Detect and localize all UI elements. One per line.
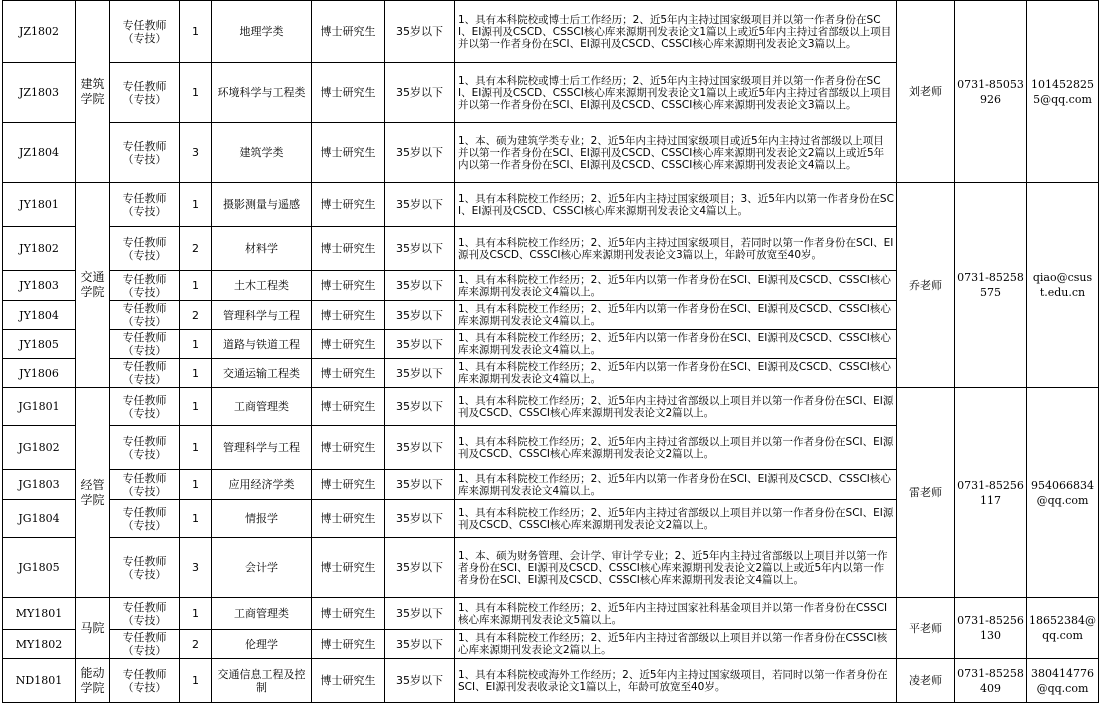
table-row [3,598,1099,630]
age-cell: 35岁以下 [385,63,455,123]
requirements-cell: 1、具有本科院校工作经历；2、近5年内主持过国家社科基金项目并以第一作者身份在CSSCI核心库来源期刊发表论文5篇以上。 [455,598,897,630]
age-cell: 35岁以下 [385,659,455,703]
headcount-cell: 1 [180,500,212,538]
post-code-cell: JY1805 [3,330,76,359]
post-code-cell: MY1801 [3,598,76,630]
post-code-cell: JG1805 [3,538,76,598]
degree-cell: 博士研究生 [312,123,385,183]
department-cell: 建筑学院 [76,1,110,183]
table-row [3,388,1099,426]
requirements-cell: 1、具有本科院校工作经历；2、近5年内主持过省部级以上项目并以第一作者身份在SCI、EI源刊及CSCD、CSSCI核心库来源期刊发表论文2篇以上。 [455,426,897,470]
phone-cell: 0731-85258409 [955,659,1027,703]
post-code-cell: JZ1803 [3,63,76,123]
requirements-cell: 1、具有本科院校工作经历；2、近5年内以第一作者身份在SCI、EI源刊及CSCD、CSSCI核心库来源期刊发表论文4篇以上。 [455,330,897,359]
post-type-cell: 专任教师（专技） [110,598,180,630]
post-type-cell: 专任教师（专技） [110,359,180,388]
age-cell: 35岁以下 [385,426,455,470]
degree-cell: 博士研究生 [312,598,385,630]
age-cell: 35岁以下 [385,227,455,271]
post-type-cell: 专任教师（专技） [110,470,180,500]
degree-cell: 博士研究生 [312,63,385,123]
age-cell: 35岁以下 [385,1,455,63]
major-cell: 交通运输工程类 [212,359,312,388]
requirements-cell: 1、具有本科院校工作经历；2、近5年内以第一作者身份在SCI、EI源刊及CSCD、CSSCI核心库来源期刊发表论文4篇以上。 [455,470,897,500]
degree-cell: 博士研究生 [312,359,385,388]
major-cell: 摄影测量与遥感 [212,183,312,227]
phone-cell: 0731-85258575 [955,183,1027,388]
major-cell: 建筑学类 [212,123,312,183]
headcount-cell: 2 [180,227,212,271]
major-cell: 材料学 [212,227,312,271]
post-code-cell: JY1804 [3,301,76,330]
post-code-cell: JZ1802 [3,1,76,63]
major-cell: 会计学 [212,538,312,598]
major-cell: 工商管理类 [212,388,312,426]
degree-cell: 博士研究生 [312,271,385,301]
degree-cell: 博士研究生 [312,227,385,271]
requirements-cell: 1、具有本科院校或海外工作经历；2、近5年内主持过国家级项目，若同时以第一作者身份在SCI、EI源刊发表收录论文1篇以上，年龄可放宽至40岁。 [455,659,897,703]
phone-cell: 0731-85256117 [955,388,1027,598]
email-cell: 1014528255@qq.com [1027,1,1099,183]
headcount-cell: 1 [180,470,212,500]
department-cell: 能动学院 [76,659,110,703]
table-body [3,1,1099,703]
post-type-cell: 专任教师（专技） [110,123,180,183]
headcount-cell: 1 [180,426,212,470]
degree-cell: 博士研究生 [312,330,385,359]
post-code-cell: JZ1804 [3,123,76,183]
major-cell: 地理学类 [212,1,312,63]
age-cell: 35岁以下 [385,330,455,359]
post-type-cell: 专任教师（专技） [110,183,180,227]
requirements-cell: 1、具有本科院校或博士后工作经历；2、近5年内主持过国家级项目并以第一作者身份在SCI、EI源刊及CSCD、CSSCI核心库来源期刊发表论文1篇以上或近5年内主持过省部级以上项目并以第一作者身份在SCI、EI源刊及CSCD、CSSCI核心库来源期刊发表论文3篇以上。 [455,1,897,63]
requirements-cell: 1、具有本科院校工作经历；2、近5年内以第一作者身份在SCI、EI源刊及CSCD、CSSCI核心库来源期刊发表论文4篇以上。 [455,301,897,330]
degree-cell: 博士研究生 [312,388,385,426]
age-cell: 35岁以下 [385,388,455,426]
headcount-cell: 2 [180,630,212,659]
post-type-cell: 专任教师（专技） [110,659,180,703]
contact-person-cell: 平老师 [897,598,955,659]
post-code-cell: JG1803 [3,470,76,500]
department-cell: 经管学院 [76,388,110,598]
post-type-cell: 专任教师（专技） [110,1,180,63]
degree-cell: 博士研究生 [312,301,385,330]
post-code-cell: ND1801 [3,659,76,703]
requirements-cell: 1、具有本科院校工作经历；2、近5年内以第一作者身份在SCI、EI源刊及CSCD、CSSCI核心库来源期刊发表论文4篇以上。 [455,359,897,388]
post-type-cell: 专任教师（专技） [110,500,180,538]
headcount-cell: 1 [180,271,212,301]
requirements-cell: 1、本、硕为财务管理、会计学、审计学专业；2、近5年内主持过省部级以上项目并以第一作者身份在SCI、EI源刊及CSCD、CSSCI核心库来源期刊发表论文2篇以上或近5年内以第一作者身份在SCI、EI源刊及CSCD、CSSCI核心库来源期刊发表论文4篇以上。 [455,538,897,598]
age-cell: 35岁以下 [385,123,455,183]
requirements-cell: 1、具有本科院校工作经历；2、近5年内以第一作者身份在SCI、EI源刊及CSCD、CSSCI核心库来源期刊发表论文4篇以上。 [455,271,897,301]
degree-cell: 博士研究生 [312,1,385,63]
department-cell: 马院 [76,598,110,659]
major-cell: 伦理学 [212,630,312,659]
age-cell: 35岁以下 [385,301,455,330]
requirements-cell: 1、具有本科院校工作经历；2、近5年内主持过省部级以上项目并以第一作者身份在SCI、EI源刊及CSCD、CSSCI核心库来源期刊发表论文2篇以上。 [455,388,897,426]
headcount-cell: 1 [180,659,212,703]
age-cell: 35岁以下 [385,470,455,500]
post-code-cell: JY1806 [3,359,76,388]
major-cell: 土木工程类 [212,271,312,301]
post-type-cell: 专任教师（专技） [110,63,180,123]
table-row [3,659,1099,703]
age-cell: 35岁以下 [385,500,455,538]
degree-cell: 博士研究生 [312,183,385,227]
degree-cell: 博士研究生 [312,500,385,538]
post-type-cell: 专任教师（专技） [110,227,180,271]
requirements-cell: 1、具有本科院校工作经历；2、近5年内主持过国家级项目；3、近5年内以第一作者身份在SCI、EI源刊及CSCD、CSSCI核心库来源期刊发表论文4篇以上。 [455,183,897,227]
major-cell: 情报学 [212,500,312,538]
degree-cell: 博士研究生 [312,659,385,703]
contact-person-cell: 雷老师 [897,388,955,598]
headcount-cell: 1 [180,388,212,426]
post-code-cell: JY1801 [3,183,76,227]
degree-cell: 博士研究生 [312,630,385,659]
post-type-cell: 专任教师（专技） [110,301,180,330]
post-type-cell: 专任教师（专技） [110,388,180,426]
requirements-cell: 1、具有本科院校工作经历；2、近5年内主持过国家级项目，若同时以第一作者身份在SCI、EI源刊及CSCD、CSSCI核心库来源期刊发表论文3篇以上，年龄可放宽至40岁。 [455,227,897,271]
major-cell: 工商管理类 [212,598,312,630]
age-cell: 35岁以下 [385,271,455,301]
department-cell: 交通学院 [76,183,110,388]
age-cell: 35岁以下 [385,359,455,388]
post-code-cell: JG1801 [3,388,76,426]
post-type-cell: 专任教师（专技） [110,630,180,659]
age-cell: 35岁以下 [385,538,455,598]
requirements-cell: 1、具有本科院校工作经历；2、近5年内主持过省部级以上项目并以第一作者身份在CSSCI核心库来源期刊发表论文2篇以上。 [455,630,897,659]
age-cell: 35岁以下 [385,183,455,227]
post-code-cell: JY1802 [3,227,76,271]
table-row [3,1,1099,63]
post-code-cell: JY1803 [3,271,76,301]
contact-person-cell: 凌老师 [897,659,955,703]
contact-person-cell: 刘老师 [897,1,955,183]
requirements-cell: 1、具有本科院校工作经历；2、近5年内主持过省部级以上项目并以第一作者身份在SCI、EI源刊及CSCD、CSSCI核心库来源期刊发表论文2篇以上。 [455,500,897,538]
age-cell: 35岁以下 [385,598,455,630]
headcount-cell: 1 [180,183,212,227]
major-cell: 管理科学与工程 [212,426,312,470]
email-cell: 954066834@qq.com [1027,388,1099,598]
post-code-cell: JG1804 [3,500,76,538]
headcount-cell: 2 [180,301,212,330]
email-cell: qiao@csust.edu.cn [1027,183,1099,388]
major-cell: 管理科学与工程 [212,301,312,330]
post-type-cell: 专任教师（专技） [110,426,180,470]
major-cell: 环境科学与工程类 [212,63,312,123]
post-type-cell: 专任教师（专技） [110,330,180,359]
degree-cell: 博士研究生 [312,470,385,500]
phone-cell: 0731-85053926 [955,1,1027,183]
email-cell: 18652384@qq.com [1027,598,1099,659]
major-cell: 交通信息工程及控制 [212,659,312,703]
headcount-cell: 1 [180,63,212,123]
post-code-cell: JG1802 [3,426,76,470]
phone-cell: 0731-85256130 [955,598,1027,659]
requirements-cell: 1、具有本科院校或博士后工作经历；2、近5年内主持过国家级项目并以第一作者身份在SCI、EI源刊及CSCD、CSSCI核心库来源期刊发表论文1篇以上或近5年内主持过省部级以上项目并以第一作者身份在SCI、EI源刊及CSCD、CSSCI核心库来源期刊发表论文3篇以上。 [455,63,897,123]
headcount-cell: 1 [180,598,212,630]
requirements-cell: 1、本、硕为建筑学类专业；2、近5年内主持过国家级项目或近5年内主持过省部级以上项目并以第一作者身份在SCI、EI源刊及CSCD、CSSCI核心库来源期刊发表论文2篇以上或近5年内以第一作者身份在SCI、EI源刊及CSCD、CSSCI核心库来源期刊发表论文4篇以上。 [455,123,897,183]
headcount-cell: 1 [180,359,212,388]
headcount-cell: 3 [180,123,212,183]
headcount-cell: 1 [180,1,212,63]
degree-cell: 博士研究生 [312,538,385,598]
post-type-cell: 专任教师（专技） [110,271,180,301]
headcount-cell: 1 [180,330,212,359]
degree-cell: 博士研究生 [312,426,385,470]
recruitment-table [2,0,1099,703]
table-row [3,183,1099,227]
email-cell: 380414776@qq.com [1027,659,1099,703]
major-cell: 道路与铁道工程 [212,330,312,359]
post-type-cell: 专任教师（专技） [110,538,180,598]
age-cell: 35岁以下 [385,630,455,659]
contact-person-cell: 乔老师 [897,183,955,388]
post-code-cell: MY1802 [3,630,76,659]
major-cell: 应用经济学类 [212,470,312,500]
headcount-cell: 3 [180,538,212,598]
